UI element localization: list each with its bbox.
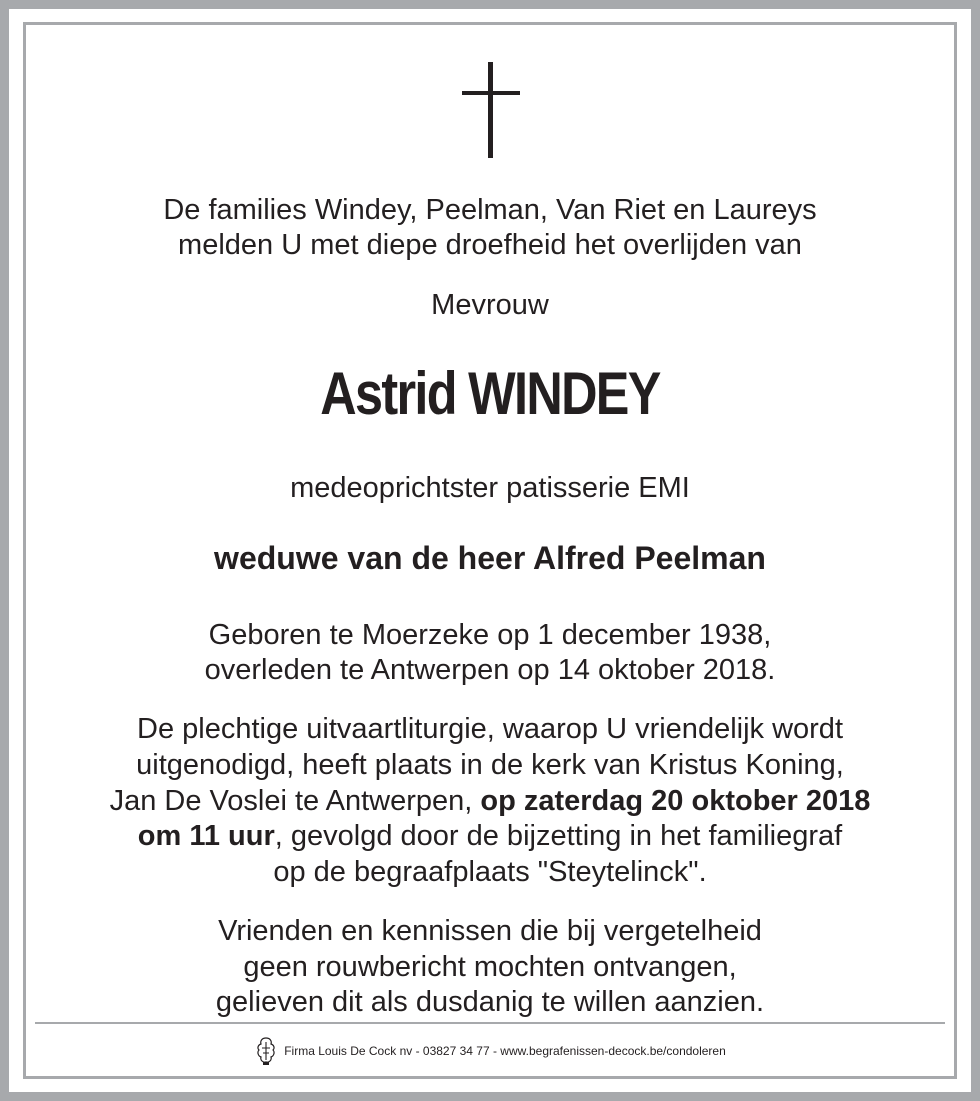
widow-of: weduwe van de heer Alfred Peelman: [214, 540, 766, 576]
intro-line-2: melden U met diepe droefheid het overlijden van: [178, 229, 802, 261]
burial-info: , gevolgd door de bijzetting in het familiegraf: [274, 820, 843, 852]
funeral-line-3: [0, 784, 980, 818]
footer-text: Firma Louis De Cock nv - 03827 34 77 - www.begrafenissen-decock.be/condoleren: [284, 1044, 726, 1058]
intro-line-1: De families Windey, Peelman, Van Riet en Laureys: [163, 194, 817, 226]
funeral-time: om 11 uur: [137, 820, 275, 852]
death-line: overleden te Antwerpen op 14 oktober 2018.: [204, 654, 776, 686]
deceased-name: Astrid WINDEY: [320, 360, 660, 427]
cross-icon: [462, 62, 520, 158]
funeral-home-logo-icon: [254, 1036, 278, 1066]
funeral-line-1: De plechtige uitvaartliturgie, waarop U vriendelijk wordt: [137, 713, 843, 745]
footer-divider: [35, 1022, 945, 1024]
funeral-line-5: op de begraafplaats "Steytelinck".: [273, 856, 707, 888]
funeral-date: op zaterdag 20 oktober 2018: [480, 785, 871, 817]
birth-line: Geboren te Moerzeke op 1 december 1938,: [208, 619, 772, 651]
closing-line-1: Vrienden en kennissen die bij vergetelheid: [218, 915, 762, 947]
closing-line-3: gelieven dit als dusdanig te willen aanzien.: [215, 986, 765, 1018]
funeral-line-2: uitgenodigd, heeft plaats in de kerk van Kristus Koning,: [136, 749, 844, 781]
church-location: Jan De Voslei te Antwerpen,: [109, 785, 481, 817]
salutation: Mevrouw: [431, 289, 549, 321]
occupation: medeoprichtster patisserie EMI: [290, 472, 690, 504]
footer: [0, 1036, 980, 1066]
closing-line-2: geen rouwbericht mochten ontvangen,: [243, 951, 737, 983]
funeral-line-4: [0, 819, 980, 853]
